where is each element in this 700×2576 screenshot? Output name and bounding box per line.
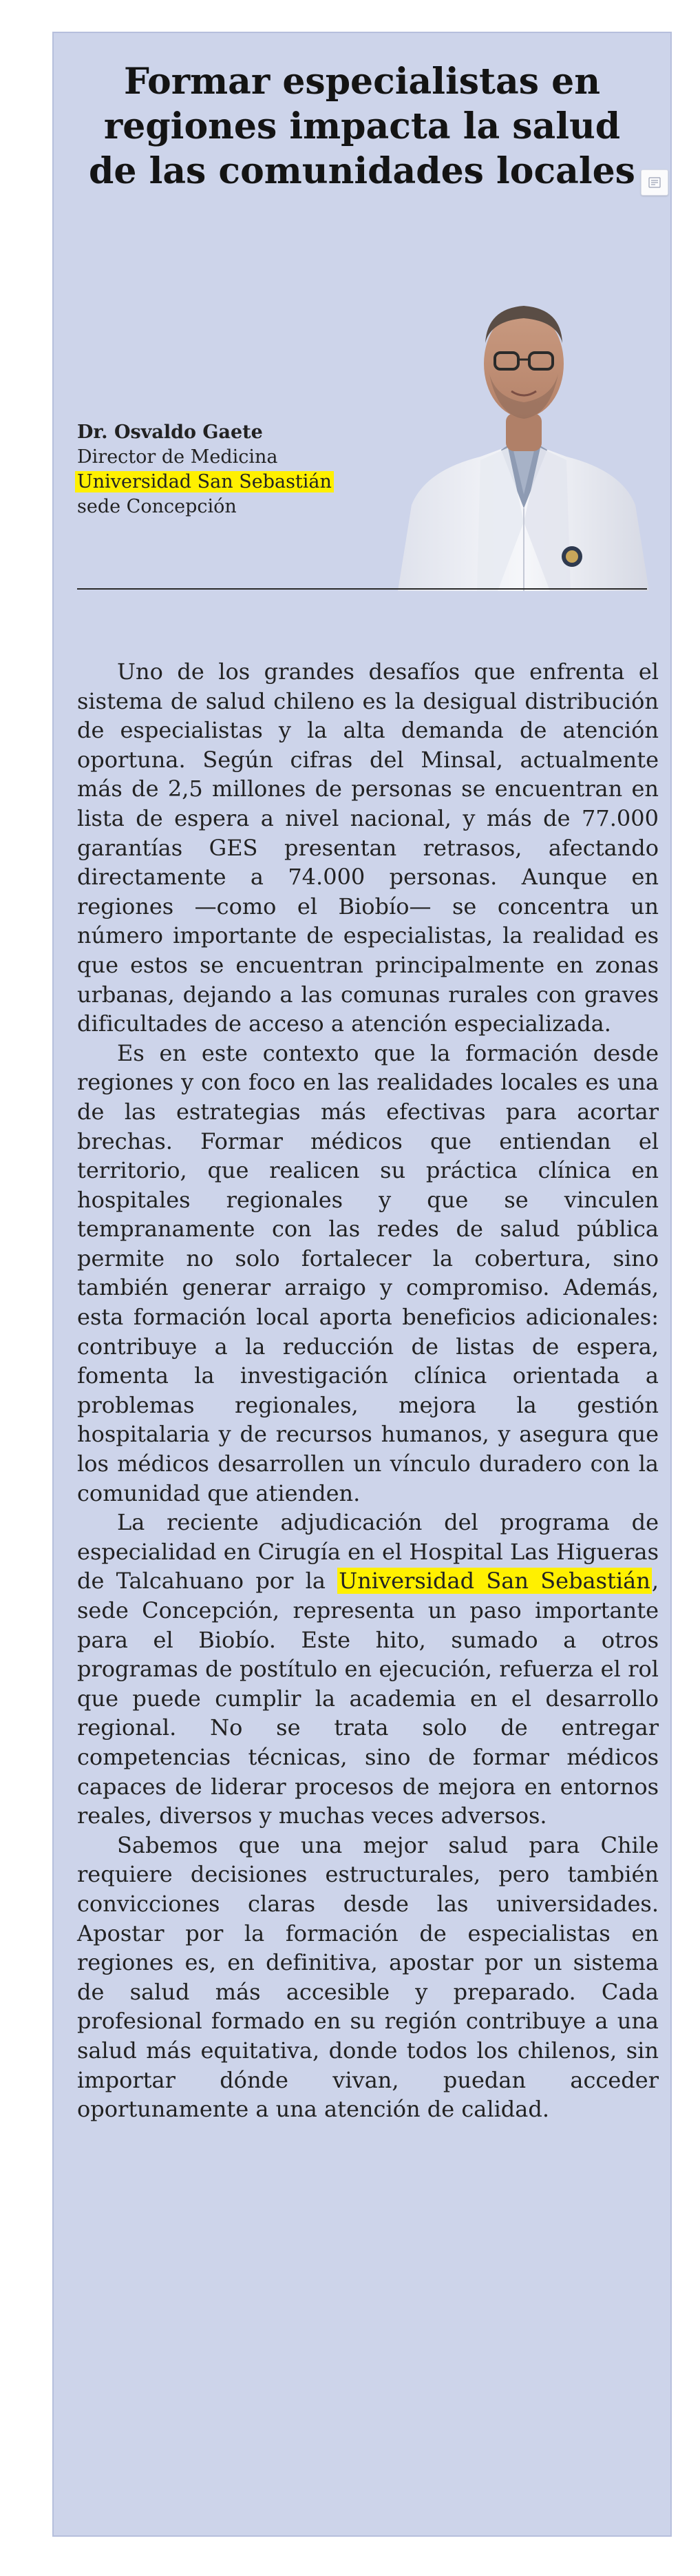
author-campus: sede Concepción — [77, 496, 237, 517]
author-byline — [77, 420, 334, 519]
article-clipping — [52, 32, 672, 2537]
author-institution: Universidad San Sebastián — [75, 471, 334, 492]
paragraph: Es en este contexto que la formación desde regiones y con foco en las realidades locales es una de las estrategias más efectivas para acortar brechas. Formar médicos que entiendan el territorio, que realicen su práctica clínica en hospitales regionales y que se vinculen tempranamente con las redes de salud pública permite no solo fortalecer la cobertura, sino también generar arraigo y compromiso. Además, esta formación local aporta beneficios adicionales: contribuye a la reducción de listas de espera, fomenta la investigación clínica orientada a problemas regionales, mejora la gestión hospitalaria y de recursos humanos, y asegura que los médicos desarrollen un vínculo duradero con la comunidad que atienden. — [77, 1039, 659, 1506]
paragraph-text: , sede Concepción, representa un paso importante para el Biobío. Este hito, sumado a otros programas de postítulo en ejecución, refuerza el rol que puede cumplir la academia en el desarrollo regional. No se trata solo de entregar competencias técnicas, sino de formar médicos capaces de liderar procesos de mejora en entornos reales, diversos y muchas veces adversos. — [77, 1568, 659, 1829]
paragraph-text: La reciente adjudicación del programa de especialidad en Cirugía en el Hospital Las Higueras de Talcahuano por la — [77, 1509, 659, 1595]
paragraph: Sabemos que una mejor salud para Chile requiere decisiones estructurales, pero también convicciones claras desde las universidades. Apostar por la formación de especialistas en regiones es, en definitiva, apostar por un sistema de salud más accesible y preparado. Cada profesional formado en su región contribuye a una salud más equitativa, donde todos los chilenos, sin importar dónde vivan, puedan acceder oportunamente a una atención de calidad. — [77, 1831, 659, 2123]
paragraph: Uno de los grandes desafíos que enfrenta el sistema de salud chileno es la desigual distribución de especialistas y la alta demanda de atención oportuna. Según cifras del Minsal, actualmente más de 2,5 millones de personas se encuentran en lista de espera a nivel nacional, y más de 77.000 garantías GES presentan retrasos, afectando directamente a 74.000 personas. Aunque en regiones —como el Biobío— se concentra un número importante de especialistas, la realidad es que estos se encuentran principalmente en zonas urbanas, dejando a las comunas rurales con graves dificultades de acceso a atención especializada. — [77, 658, 659, 1037]
note-icon[interactable] — [641, 169, 668, 196]
author-name: Dr. Osvaldo Gaete — [77, 422, 263, 443]
byline-divider — [77, 588, 647, 590]
highlighted-institution: Universidad San Sebastián — [339, 1568, 650, 1595]
article-body — [77, 657, 659, 2124]
author-portrait — [394, 233, 653, 591]
paragraph — [77, 1508, 659, 1831]
author-title: Director de Medicina — [77, 446, 278, 468]
article-headline: Formar especialistas en regiones impacta la salud de las comunidades locales — [89, 61, 635, 192]
